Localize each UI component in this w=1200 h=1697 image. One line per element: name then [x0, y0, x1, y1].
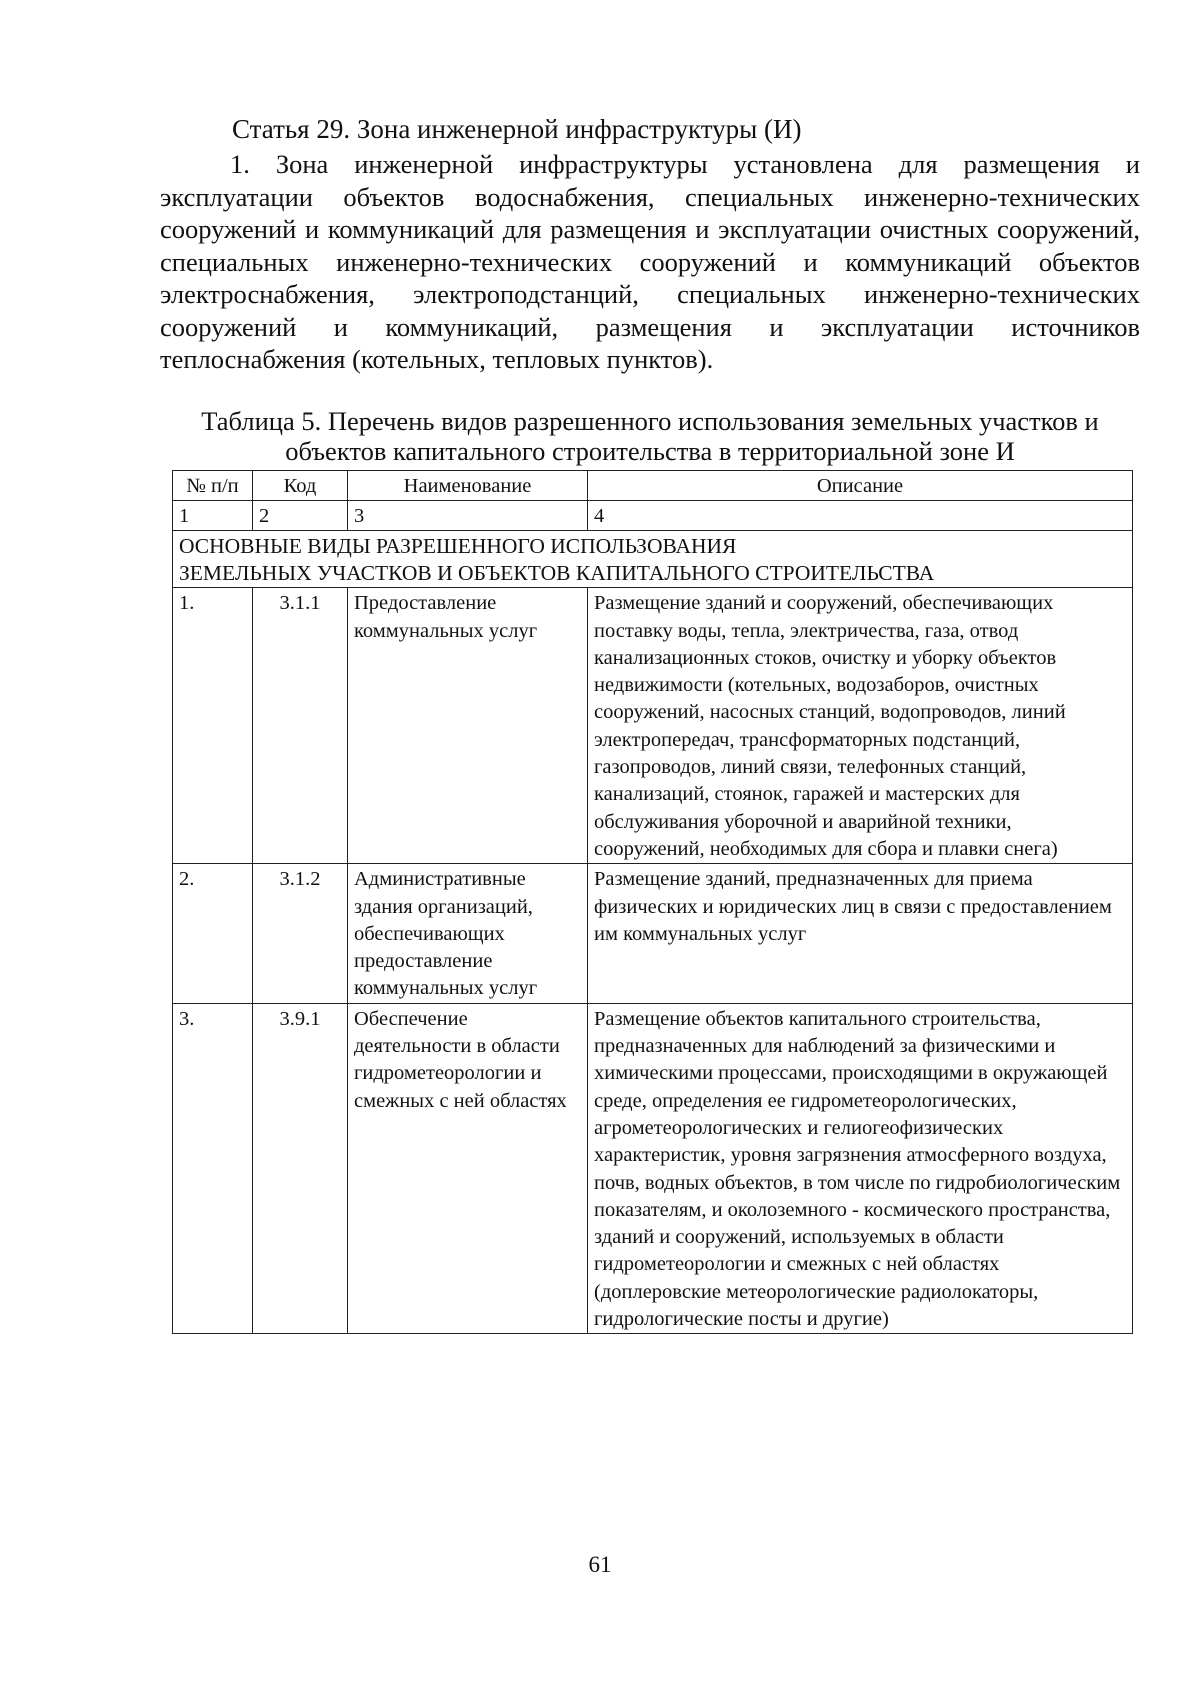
row-code: 3.1.1: [253, 588, 348, 864]
table-row: [173, 588, 1133, 864]
row-description: Размещение объектов капитального строительства, предназначенных для наблюдений за физическими и химическими процессами, происходящими в окружающей среде, определения ее гидрометеорологических, агрометеорологических и гелиогеофизических характеристик, уровня загрязнения атмосферного воздуха, почв, водных объектов, в том числе по гидробиологическим показателям, и околоземного - космического пространства, зданий и сооружений, используемых в области гидрометеорологии и смежных с ней областях (доплеровские метеорологические радиолокаторы, гидрологические посты и другие): [588, 1003, 1133, 1334]
article-paragraph: 1. Зона инженерной инфраструктуры установлена для размещения и эксплуатации объектов водоснабжения, специальных инженерно-технических сооружений и коммуникаций для размещения и эксплуатации очистных сооружений, специальных инженерно-технических сооружений и коммуникаций объектов электроснабжения, электроподстанций, специальных инженерно-технических сооружений и коммуникаций, размещения и эксплуатации источников теплоснабжения (котельных, тепловых пунктов).: [160, 149, 1140, 374]
table-row: [173, 864, 1133, 1003]
section-heading-row: [173, 531, 1133, 588]
column-number-row: [173, 501, 1133, 531]
header-code: Код: [253, 471, 348, 501]
section-heading-line1: ОСНОВНЫЕ ВИДЫ РАЗРЕШЕННОГО ИСПОЛЬЗОВАНИЯ: [179, 534, 737, 559]
section-heading-line2: ЗЕМЕЛЬНЫХ УЧАСТКОВ И ОБЪЕКТОВ КАПИТАЛЬНОГО СТРОИТЕЛЬСТВА: [179, 561, 935, 586]
page-number: 61: [588, 1552, 612, 1577]
row-code: 3.1.2: [253, 864, 348, 1003]
column-number: 3: [348, 501, 588, 531]
land-use-table: [172, 470, 1133, 1334]
header-number: № п/п: [173, 471, 253, 501]
row-number: 2.: [173, 864, 253, 1003]
column-number: 2: [253, 501, 348, 531]
row-name: Административные здания организаций, обеспечивающих предоставление коммунальных услуг: [348, 864, 588, 1003]
header-description: Описание: [588, 471, 1133, 501]
article-title: Статья 29. Зона инженерной инфраструктуры (И): [232, 114, 802, 144]
column-number: 1: [173, 501, 253, 531]
row-number: 1.: [173, 588, 253, 864]
row-name: Предоставление коммунальных услуг: [348, 588, 588, 864]
row-number: 3.: [173, 1003, 253, 1334]
table-row: [173, 1003, 1133, 1334]
row-name: Обеспечение деятельности в области гидрометеорологии и смежных с ней областях: [348, 1003, 588, 1334]
row-description: Размещение зданий, предназначенных для приема физических и юридических лиц в связи с предоставлением им коммунальных услуг: [588, 864, 1133, 1003]
row-description: Размещение зданий и сооружений, обеспечивающих поставку воды, тепла, электричества, газа, отвод канализационных стоков, очистку и уборку объектов недвижимости (котельных, водозаборов, очистных сооружений, насосных станций, водопроводов, линий электропередач, трансформаторных подстанций, газопроводов, линий связи, телефонных станций, канализаций, стоянок, гаражей и мастерских для обслуживания уборочной и аварийной техники, сооружений, необходимых для сбора и плавки снега): [588, 588, 1133, 864]
section-heading: [173, 531, 1133, 588]
table-caption: Таблица 5. Перечень видов разрешенного использования земельных участков и объектов капитального строительства в территориальной зоне И: [201, 406, 1099, 466]
column-number: 4: [588, 501, 1133, 531]
header-name: Наименование: [348, 471, 588, 501]
table-header-row: [173, 471, 1133, 501]
row-code: 3.9.1: [253, 1003, 348, 1334]
